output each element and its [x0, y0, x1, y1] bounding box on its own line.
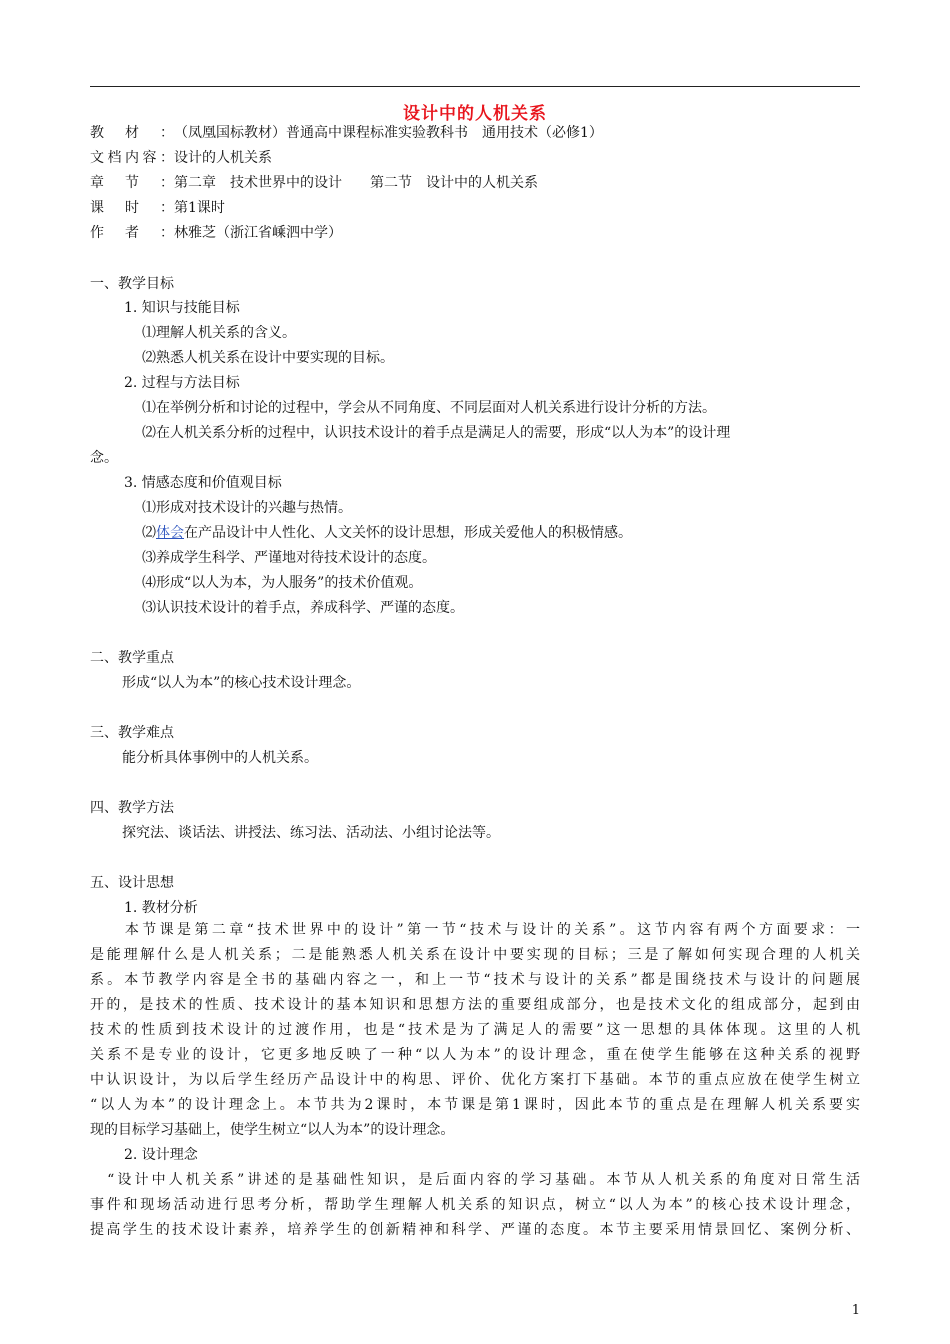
- meta-textbook: 教材：（凤凰国标教材）普通高中课程标准实验教科书 通用技术（必修1）: [90, 125, 603, 141]
- paragraph-line: 系。本节教学内容是全书的基础内容之一，和上一节“技术与设计的关系”都是围绕技术与设计的问题展: [90, 972, 860, 988]
- list-item: ⑶养成学生科学、严谨地对待技术设计的态度。: [142, 550, 436, 566]
- page-number: 1: [851, 1303, 860, 1318]
- subsection-heading: 1. 教材分析: [124, 900, 198, 916]
- section-text: 能分析具体事例中的人机关系。: [122, 750, 318, 766]
- hyperlink[interactable]: 体会: [156, 525, 184, 541]
- paragraph-line: 提高学生的技术设计素养，培养学生的创新精神和科学、严谨的态度。本节主要采用情景回忆、案例分析、: [90, 1222, 860, 1238]
- subsection-heading: 3. 情感态度和价值观目标: [124, 475, 282, 491]
- list-item: ⑵体会在产品设计中人性化、人文关怀的设计思想，形成关爱他人的积极情感。: [142, 525, 632, 541]
- section-heading: 一、教学目标: [90, 276, 174, 292]
- subsection-heading: 2. 设计理念: [124, 1147, 198, 1163]
- paragraph-line: 关系不是专业的设计，它更多地反映了一种“以人为本”的设计理念，重在使学生能够在这种关系的视野: [90, 1047, 860, 1063]
- list-item: ⑴形成对技术设计的兴趣与热情。: [142, 500, 352, 516]
- list-item: ⑷形成“以人为本，为人服务”的技术价值观。: [142, 575, 423, 591]
- list-item: ⑶认识技术设计的着手点，养成科学、严谨的态度。: [142, 600, 464, 616]
- list-item: ⑴在举例分析和讨论的过程中，学会从不同角度、不同层面对人机关系进行设计分析的方法。: [142, 400, 716, 416]
- subsection-heading: 2. 过程与方法目标: [124, 375, 240, 391]
- paragraph-line: “以人为本”的设计理念上。本节共为2课时，本节课是第1课时，因此本节的重点是在理解人机关系要实: [90, 1097, 860, 1113]
- meta-author: 作者：林雅芝（浙江省嵊泗中学）: [90, 225, 342, 241]
- meta-chapter: 章节：第二章 技术世界中的设计 第二节 设计中的人机关系: [90, 175, 538, 191]
- paragraph-line: 中认识设计，为以后学生经历产品设计中的构思、评价、优化方案打下基础。本节的重点应放在使学生树立: [90, 1072, 860, 1088]
- section-text: 形成“以人为本”的核心技术设计理念。: [122, 675, 361, 691]
- paragraph-line: 本节课是第二章“技术世界中的设计”第一节“技术与设计的关系”。这节内容有两个方面要求：一: [90, 922, 860, 938]
- list-item-continuation: 念。: [90, 450, 118, 466]
- header-rule: [90, 86, 860, 87]
- paragraph-line: 现的目标学习基础上，使学生树立“以人为本”的设计理念。: [90, 1122, 455, 1138]
- subsection-heading: 1. 知识与技能目标: [124, 300, 240, 316]
- paragraph-line: 事件和现场活动进行思考分析，帮助学生理解人机关系的知识点，树立“以人为本”的核心技术设计理念，: [90, 1197, 860, 1213]
- meta-content: 文档内容：设计的人机关系: [90, 150, 272, 166]
- section-heading: 二、教学重点: [90, 650, 174, 666]
- document-title: 设计中的人机关系: [403, 104, 547, 124]
- paragraph-line: 是能理解什么是人机关系；二是能熟悉人机关系在设计中要实现的目标；三是了解如何实现合理的人机关: [90, 947, 860, 963]
- paragraph-line: 技术的性质到技术设计的过渡作用，也是“技术是为了满足人的需要”这一思想的具体体现。这里的人机: [90, 1022, 860, 1038]
- paragraph-line: “设计中人机关系”讲述的是基础性知识，是后面内容的学习基础。本节从人机关系的角度对日常生活: [90, 1172, 860, 1188]
- meta-period: 课时：第1课时: [90, 200, 225, 216]
- list-item: ⑵熟悉人机关系在设计中要实现的目标。: [142, 350, 394, 366]
- section-text: 探究法、谈话法、讲授法、练习法、活动法、小组讨论法等。: [122, 825, 500, 841]
- section-heading: 五、设计思想: [90, 875, 174, 891]
- section-heading: 三、教学难点: [90, 725, 174, 741]
- section-heading: 四、教学方法: [90, 800, 174, 816]
- paragraph-line: 开的，是技术的性质、技术设计的基本知识和思想方法的重要组成部分，也是技术文化的组成部分，起到由: [90, 997, 860, 1013]
- list-item: ⑵在人机关系分析的过程中，认识技术设计的着手点是满足人的需要，形成“以人为本”的设计理: [142, 425, 731, 441]
- list-item: ⑴理解人机关系的含义。: [142, 325, 296, 341]
